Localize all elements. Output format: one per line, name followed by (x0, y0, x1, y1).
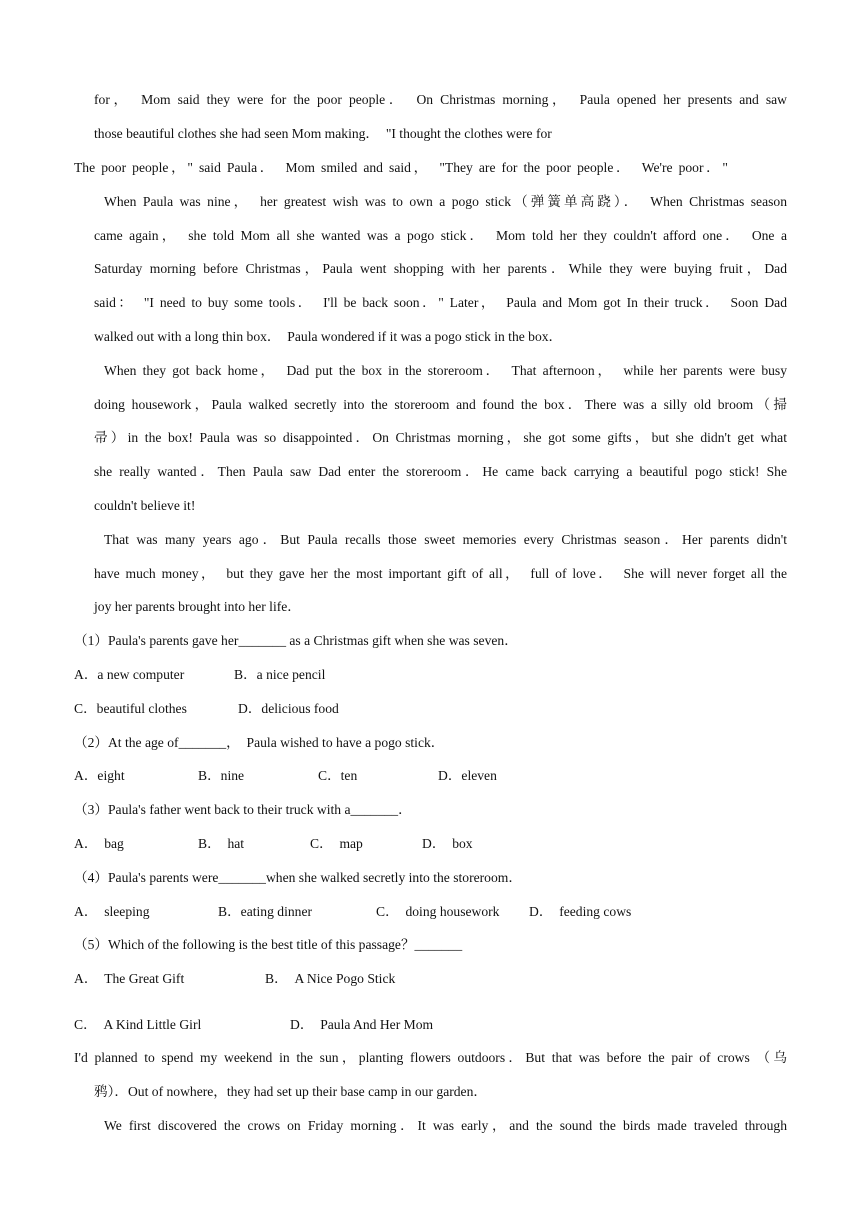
passage-line: 帚）in the box! Paula was so disappointed．On Christmas morning，she got some gifts，but she didn't get what (94, 430, 787, 445)
passage-line: When Paula was nine， her greatest wish was to own a pogo stick（弹簧单高跷）． When Christmas season (104, 194, 787, 209)
option-d: D． Paula And Her Mom (290, 1017, 434, 1032)
option-c: C．beautiful clothes (74, 701, 187, 716)
passage-line: couldn't believe it! (94, 498, 196, 513)
option-b: B． hat (198, 836, 245, 851)
passage-line: The poor people，" said Paula． Mom smiled and said， "They are for the poor people． We're poor．" (74, 160, 728, 175)
passage-line: We first discovered the crows on Friday morning．It was early，and the sound the birds made traveled through (104, 1118, 787, 1133)
stem-text: ， Paula wished to have a pogo stick． (226, 735, 445, 750)
passage-line: That was many years ago．But Paula recalls those sweet memories every Christmas season．Her parents didn't (104, 532, 787, 547)
stem-text: as a Christmas gift when she was seven． (285, 633, 518, 648)
option-c: C．ten (318, 768, 358, 783)
option-d: D． feeding cows (529, 904, 632, 919)
passage-line: for， Mom said they were for the poor people． On Christmas morning， Paula opened her presents and saw (94, 92, 787, 107)
passage-line: doing housework，Paula walked secretly into the storeroom and found the box．There was a silly old broom（掃 (94, 397, 787, 412)
option-d: D．delicious food (238, 701, 339, 716)
passage-line: have much money， but they gave her the most important gift of all， full of love． She will never forget all the (94, 566, 787, 581)
stem-text: （1）Paula's parents gave her (74, 633, 239, 648)
option-a: A． bag (74, 836, 124, 851)
option-b: B． A Nice Pogo Stick (265, 971, 396, 986)
option-c: C． map (310, 836, 363, 851)
passage-line: said： "I need to buy some tools． I'll be back soon．" Later， Paula and Mom got In their truck． Soon Dad (94, 295, 787, 310)
option-a: A．a new computer (74, 667, 185, 682)
passage-line: I'd planned to spend my weekend in the sun，planting flowers outdoors．But that was before the pair of crows （乌 (74, 1050, 787, 1065)
question-stem (74, 800, 412, 820)
passage-line: walked out with a long thin box． Paula wondered if it was a pogo stick in the box． (94, 329, 563, 344)
option-b: B．nine (198, 768, 245, 783)
stem-text: when she walked secretly into the storeroom． (265, 870, 522, 885)
question-stem (74, 733, 444, 753)
question-stem (74, 868, 522, 888)
passage-line: Saturday morning before Christmas，Paula went shopping with her parents．While they were buying fruit，Dad (94, 261, 787, 276)
answer-blank: _______ (178, 735, 227, 750)
passage-line: joy her parents brought into her life． (94, 599, 301, 614)
answer-blank: _______ (350, 802, 399, 817)
option-b: B．eating dinner (218, 904, 313, 919)
question-stem (74, 631, 518, 651)
option-d: D．eleven (438, 768, 497, 783)
passage-line: came again， she told Mom all she wanted was a pogo stick． Mom told her they couldn't afford one． One a (94, 228, 787, 243)
option-d: D． box (422, 836, 473, 851)
answer-blank: _______ (238, 633, 286, 648)
stem-text: （5）Which of the following is the best title of this passage？ (74, 937, 415, 952)
option-c: C． doing housework (376, 904, 500, 919)
passage-line: she really wanted．Then Paula saw Dad enter the storeroom．He came back carrying a beautiful pogo stick! She (94, 464, 787, 479)
option-a: A．eight (74, 768, 125, 783)
option-a: A． The Great Gift (74, 971, 185, 986)
option-a: A． sleeping (74, 904, 150, 919)
question-stem (74, 935, 462, 955)
stem-text: （2）At the age of (74, 735, 179, 750)
answer-blank: _______ (218, 870, 266, 885)
stem-text: （4）Paula's parents were (74, 870, 219, 885)
option-b: B．a nice pencil (234, 667, 326, 682)
stem-text: ． (398, 802, 412, 817)
stem-text: （3）Paula's father went back to their truck with a (74, 802, 351, 817)
option-c: C． A Kind Little Girl (74, 1017, 202, 1032)
passage-line: When they got back home， Dad put the box in the storeroom． That afternoon， while her parents were busy (104, 363, 787, 378)
passage-line: those beautiful clothes she had seen Mom making． "I thought the clothes were for (94, 126, 552, 141)
passage-line: 鸦）．Out of nowhere，they had set up their base camp in our garden． (94, 1084, 487, 1099)
answer-blank: _______ (414, 937, 463, 952)
